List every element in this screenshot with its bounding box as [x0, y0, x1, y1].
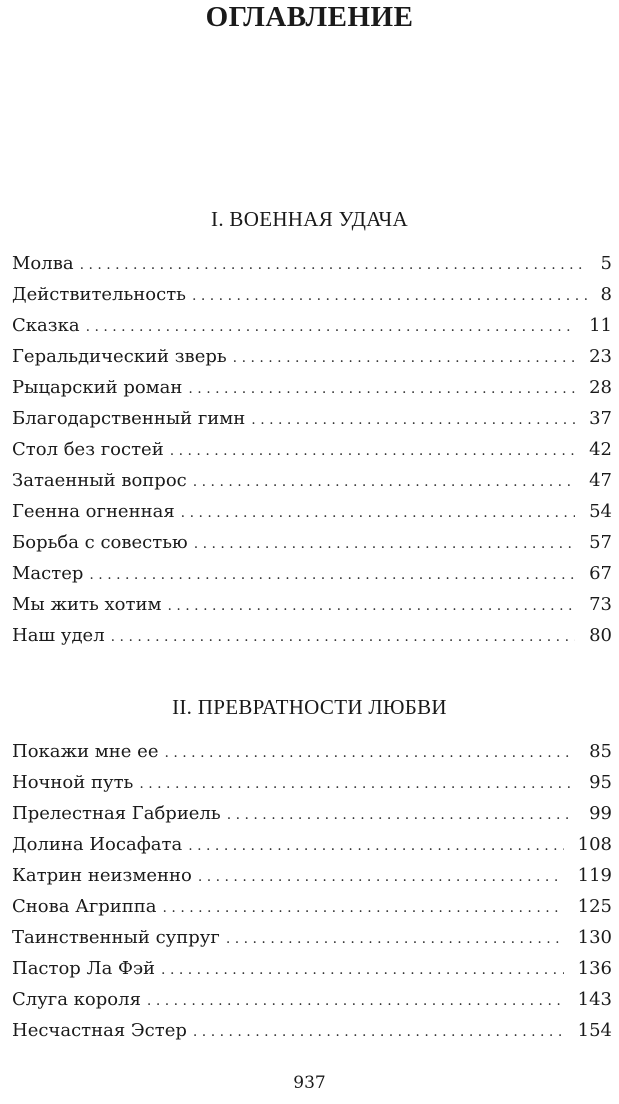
toc-entry-page: 108	[577, 834, 612, 855]
toc-entry[interactable]	[12, 558, 612, 589]
toc-entry-page: 42	[589, 439, 612, 460]
toc-entry-title: Мастер	[12, 563, 84, 584]
toc-entry[interactable]	[12, 496, 612, 527]
dot-leader	[170, 436, 575, 467]
dot-leader	[188, 831, 563, 862]
toc-entry-page: 154	[577, 1020, 612, 1041]
toc-entry-page: 47	[589, 470, 612, 491]
toc-entry-page: 23	[589, 346, 612, 367]
dot-leader	[163, 893, 564, 924]
toc-entry-page: 28	[589, 377, 612, 398]
dot-leader	[89, 560, 575, 591]
dot-leader	[227, 800, 575, 831]
page-title: ОГЛАВЛЕНИЕ	[205, 1, 414, 33]
dot-leader	[226, 924, 564, 955]
toc-entry-page: 85	[589, 741, 612, 762]
toc-entry-page: 67	[589, 563, 612, 584]
toc-entry-title: Действительность	[12, 284, 186, 305]
dot-leader	[111, 622, 575, 653]
dot-leader	[198, 862, 564, 893]
toc-entry-page: 80	[589, 625, 612, 646]
toc-list	[0, 736, 619, 1046]
dot-leader	[233, 343, 575, 374]
toc-entry[interactable]	[12, 248, 612, 279]
dot-leader	[192, 281, 587, 312]
toc-entry-page: 37	[589, 408, 612, 429]
dot-leader	[194, 529, 575, 560]
toc-entry-title: Затаенный вопрос	[12, 470, 187, 491]
dot-leader	[164, 738, 575, 769]
toc-entry-title: Геенна огненная	[12, 501, 175, 522]
toc-entry-title: Мы жить хотим	[12, 594, 162, 615]
toc-list	[0, 248, 619, 651]
toc-entry-page: 99	[589, 803, 612, 824]
toc-entry[interactable]	[12, 372, 612, 403]
dot-leader	[193, 467, 575, 498]
toc-entry-title: Таинственный супруг	[12, 927, 220, 948]
toc-entry[interactable]	[12, 403, 612, 434]
toc-entry[interactable]	[12, 310, 612, 341]
toc-entry[interactable]	[12, 922, 612, 953]
toc-entry-page: 125	[577, 896, 612, 917]
toc-entry[interactable]	[12, 860, 612, 891]
dot-leader	[188, 374, 575, 405]
toc-entry-page: 130	[577, 927, 612, 948]
toc-entry-page: 5	[600, 253, 612, 274]
toc-entry-title: Борьба с совестью	[12, 532, 188, 553]
toc-entry[interactable]	[12, 527, 612, 558]
toc-entry-title: Рыцарский роман	[12, 377, 183, 398]
toc-entry[interactable]	[12, 736, 612, 767]
toc-entry-title: Стол без гостей	[12, 439, 164, 460]
dot-leader	[80, 250, 587, 281]
toc-entry-title: Ночной путь	[12, 772, 134, 793]
dot-leader	[86, 312, 576, 343]
toc-entry-title: Благодарственный гимн	[12, 408, 246, 429]
toc-section-military-luck	[0, 202, 619, 651]
toc-entry[interactable]	[12, 1015, 612, 1046]
toc-entry[interactable]	[12, 984, 612, 1015]
toc-entry-title: Пастор Ла Фэй	[12, 958, 156, 979]
dot-leader	[139, 769, 575, 800]
toc-entry-page: 119	[577, 865, 612, 886]
dot-leader	[167, 591, 575, 622]
toc-entry[interactable]	[12, 620, 612, 651]
toc-entry[interactable]	[12, 589, 612, 620]
toc-entry-title: Катрин неизменно	[12, 865, 192, 886]
toc-entry-title: Геральдический зверь	[12, 346, 227, 367]
toc-entry-title: Слуга короля	[12, 989, 141, 1010]
dot-leader	[181, 498, 575, 529]
toc-entry-title: Молва	[12, 253, 74, 274]
toc-section-vicissitudes-of-love	[0, 690, 619, 1046]
toc-entry-page: 11	[589, 315, 612, 336]
toc-entry[interactable]	[12, 279, 612, 310]
dot-leader	[161, 955, 564, 986]
toc-entry[interactable]	[12, 465, 612, 496]
toc-entry-title: Наш удел	[12, 625, 105, 646]
dot-leader	[251, 405, 575, 436]
toc-entry-title: Прелестная Габриель	[12, 803, 221, 824]
toc-entry[interactable]	[12, 891, 612, 922]
toc-entry-page: 8	[600, 284, 612, 305]
toc-entry-page: 57	[589, 532, 612, 553]
toc-entry-page: 95	[589, 772, 612, 793]
toc-entry[interactable]	[12, 341, 612, 372]
toc-entry-page: 54	[589, 501, 612, 522]
section-heading: I. ВОЕННАЯ УДАЧА	[211, 207, 408, 231]
toc-entry[interactable]	[12, 798, 612, 829]
toc-entry[interactable]	[12, 829, 612, 860]
toc-entry-title: Покажи мне ее	[12, 741, 159, 762]
section-heading: II. ПРЕВРАТНОСТИ ЛЮБВИ	[172, 695, 447, 719]
page-number: 937	[293, 1073, 326, 1093]
toc-entry-page: 73	[589, 594, 612, 615]
toc-entry-title: Сказка	[12, 315, 80, 336]
toc-entry[interactable]	[12, 953, 612, 984]
toc-entry[interactable]	[12, 767, 612, 798]
toc-entry-title: Долина Иосафата	[12, 834, 183, 855]
toc-entry[interactable]	[12, 434, 612, 465]
toc-entry-page: 136	[577, 958, 612, 979]
toc-entry-page: 143	[577, 989, 612, 1010]
toc-entry-title: Снова Агриппа	[12, 896, 157, 917]
dot-leader	[147, 986, 564, 1017]
toc-entry-title: Несчастная Эстер	[12, 1020, 187, 1041]
dot-leader	[193, 1017, 564, 1048]
